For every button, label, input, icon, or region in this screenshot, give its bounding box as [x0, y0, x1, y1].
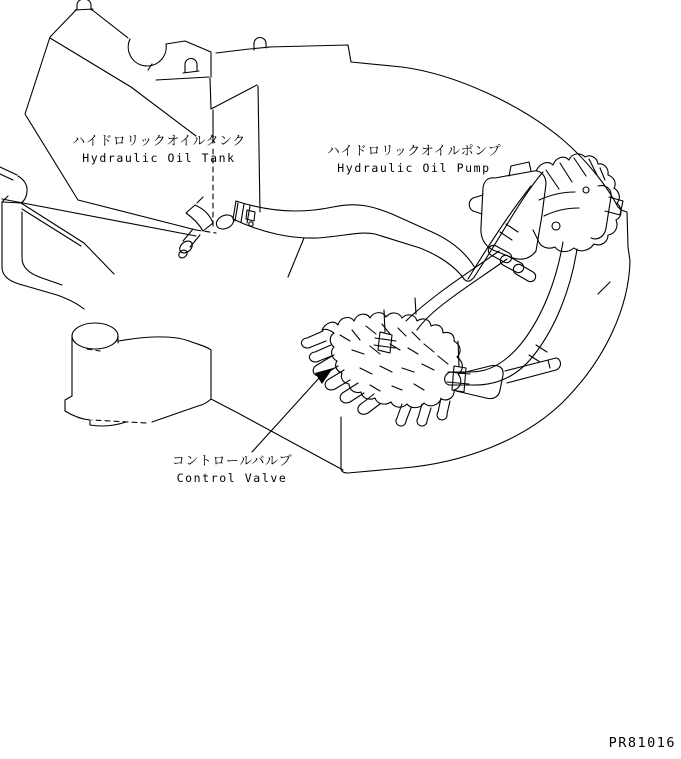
valve-label-jp: コントロールバルブ — [171, 454, 293, 469]
valve-label-en: Control Valve — [176, 471, 288, 485]
filler-cap-icon — [183, 58, 199, 73]
tank-label — [59, 134, 259, 166]
tank-label-jp: ハイドロリックオイルタンク — [72, 134, 246, 149]
elbow-fitting-drawing — [177, 197, 213, 260]
pump-label — [314, 144, 514, 176]
valve-port-fitting — [374, 310, 396, 353]
tank-label-en: Hydraulic Oil Tank — [82, 151, 236, 165]
hose-clamp-ring — [214, 212, 236, 231]
pump-label-jp: ハイドロリックオイルポンプ — [326, 144, 502, 159]
filler-cap-icon — [75, 0, 93, 10]
pump-to-valve-hoses — [406, 242, 577, 385]
part-number: PR81016 — [608, 735, 676, 751]
hydraulic-oil-tank-drawing — [25, 9, 260, 233]
control-valve-drawing — [301, 298, 560, 426]
control-valve-arrow — [252, 368, 333, 452]
tank-filler-caps — [75, 0, 270, 73]
arrowhead-icon — [315, 368, 333, 384]
machine-deck-outline — [0, 45, 630, 473]
valve-label — [132, 454, 332, 486]
pump-label-en: Hydraulic Oil Pump — [337, 161, 491, 175]
valve-port-fitting — [447, 341, 470, 392]
suction-hose-drawing — [233, 172, 543, 281]
filler-cap-icon — [250, 37, 270, 50]
cylinder-canister-drawing — [65, 323, 126, 426]
